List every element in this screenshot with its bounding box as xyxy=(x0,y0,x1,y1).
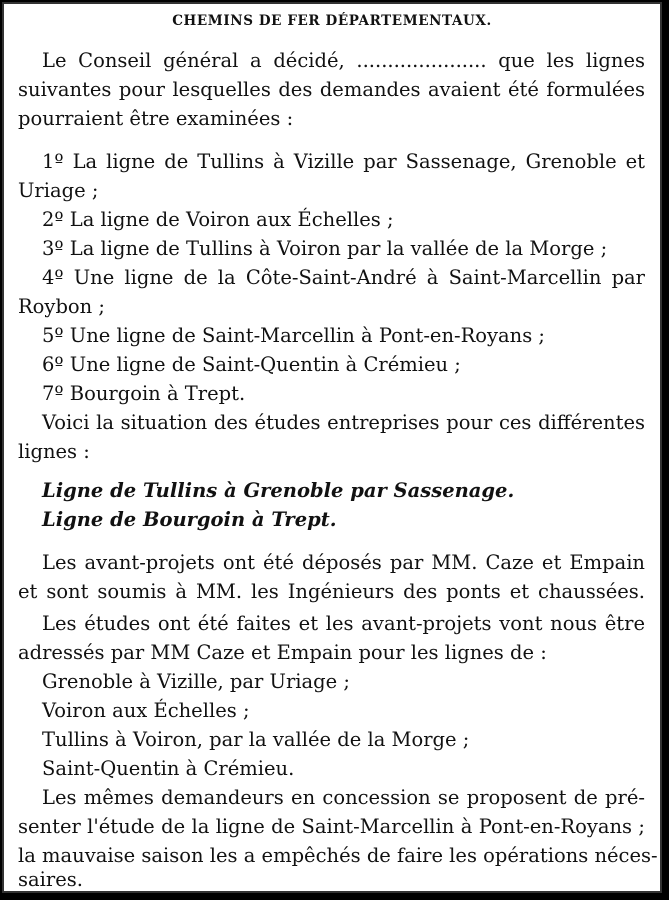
text-line: lignes : xyxy=(18,440,90,463)
section-heading: Ligne de Tullins à Grenoble par Sassenage. xyxy=(42,479,515,502)
text-line: pourraient être examinées : xyxy=(18,107,294,130)
page-title: CHEMINS DE FER DÉPARTEMENTAUX. xyxy=(172,13,492,29)
text-line: la mauvaise saison les a empêchés de faire les opérations néces- xyxy=(18,844,658,867)
text-line: Les études ont été faites et les avant-projets vont nous être xyxy=(42,612,645,635)
list-item: 1º La ligne de Tullins à Vizille par Sassenage, Grenoble et xyxy=(42,150,645,173)
list-item: Voiron aux Échelles ; xyxy=(42,699,250,722)
text-line: adressés par MM Caze et Empain pour les lignes de : xyxy=(18,641,547,664)
list-item: 4º Une ligne de la Côte-Saint-André à Saint-Marcellin par xyxy=(42,266,645,289)
document-page xyxy=(2,2,662,893)
text-line: Les avant-projets ont été déposés par MM. Caze et Empain xyxy=(42,551,645,574)
list-item: 2º La ligne de Voiron aux Échelles ; xyxy=(42,208,394,231)
list-item: Saint-Quentin à Crémieu. xyxy=(42,757,295,780)
text-line: senter l'étude de la ligne de Saint-Marcellin à Pont-en-Royans ; xyxy=(18,815,645,838)
list-item: 7º Bourgoin à Trept. xyxy=(42,382,246,405)
list-item: Tullins à Voiron, par la vallée de la Morge ; xyxy=(42,728,470,751)
list-item: 3º La ligne de Tullins à Voiron par la vallée de la Morge ; xyxy=(42,237,608,260)
text-line: Voici la situation des études entreprises pour ces différentes xyxy=(42,411,645,434)
list-item: Grenoble à Vizille, par Uriage ; xyxy=(42,670,350,693)
list-item: Roybon ; xyxy=(18,295,105,318)
text-line: suivantes pour lesquelles des demandes avaient été formulées xyxy=(18,78,645,101)
list-item: Uriage ; xyxy=(18,179,99,202)
list-item: 6º Une ligne de Saint-Quentin à Crémieu ; xyxy=(42,353,461,376)
text-line: Les mêmes demandeurs en concession se proposent de pré- xyxy=(42,786,645,809)
text-line: et sont soumis à MM. les Ingénieurs des ponts et chaussées. xyxy=(18,580,645,603)
section-heading: Ligne de Bourgoin à Trept. xyxy=(42,508,337,531)
list-item: 5º Une ligne de Saint-Marcellin à Pont-en-Royans ; xyxy=(42,324,545,347)
text-line: Le Conseil général a décidé, ..................... que les lignes xyxy=(42,49,645,72)
text-line: saires. xyxy=(18,868,83,891)
